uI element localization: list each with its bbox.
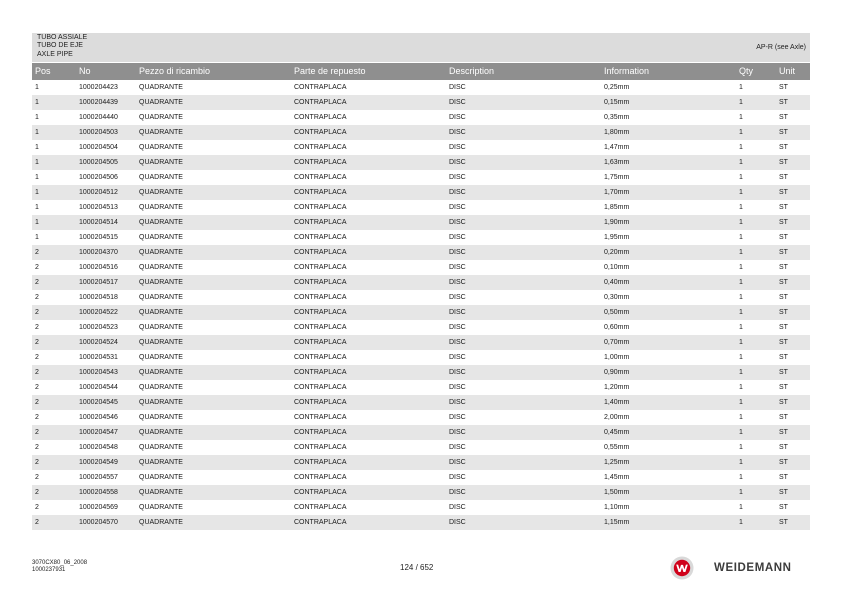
pos-cell: 2: [35, 309, 39, 316]
information-cell: 0,60mm: [604, 324, 630, 331]
information-cell: 1,00mm: [604, 354, 630, 361]
italian-name-cell: QUADRANTE: [139, 249, 183, 256]
italian-name-cell: QUADRANTE: [139, 219, 183, 226]
spanish-name-cell: CONTRAPLACA: [294, 189, 347, 196]
table-row: [32, 140, 810, 155]
information-cell: 0,35mm: [604, 114, 630, 121]
spanish-name-cell: CONTRAPLACA: [294, 249, 347, 256]
quantity-cell: 1: [739, 114, 743, 121]
quantity-cell: 1: [739, 324, 743, 331]
description-cell: DISC: [449, 99, 466, 106]
title-line-english: AXLE PIPE: [37, 50, 73, 58]
italian-name-cell: QUADRANTE: [139, 444, 183, 451]
document-code-line: 3070CX80_06_2008: [32, 560, 88, 566]
part-number-cell: 1000204504: [79, 144, 118, 151]
column-header-parte: Parte de repuesto: [294, 66, 366, 76]
spanish-name-cell: CONTRAPLACA: [294, 459, 347, 466]
information-cell: 0,90mm: [604, 369, 630, 376]
description-cell: DISC: [449, 249, 466, 256]
table-row: [32, 200, 810, 215]
pos-cell: 2: [35, 324, 39, 331]
pos-cell: 1: [35, 174, 39, 181]
quantity-cell: 1: [739, 99, 743, 106]
part-number-cell: 1000204531: [79, 354, 118, 361]
pos-cell: 1: [35, 144, 39, 151]
table-row: [32, 305, 810, 320]
spanish-name-cell: CONTRAPLACA: [294, 84, 347, 91]
pos-cell: 1: [35, 99, 39, 106]
quantity-cell: 1: [739, 504, 743, 511]
column-header-information: Information: [604, 66, 650, 76]
spanish-name-cell: CONTRAPLACA: [294, 444, 347, 451]
information-cell: 1,40mm: [604, 399, 630, 406]
description-cell: DISC: [449, 204, 466, 211]
table-row: [32, 110, 810, 125]
description-cell: DISC: [449, 339, 466, 346]
spanish-name-cell: CONTRAPLACA: [294, 414, 347, 421]
description-cell: DISC: [449, 219, 466, 226]
unit-cell: ST: [779, 399, 788, 406]
description-cell: DISC: [449, 264, 466, 271]
pos-cell: 2: [35, 504, 39, 511]
description-cell: DISC: [449, 114, 466, 121]
quantity-cell: 1: [739, 429, 743, 436]
part-number-cell: 1000204570: [79, 519, 118, 526]
italian-name-cell: QUADRANTE: [139, 309, 183, 316]
part-number-cell: 1000204517: [79, 279, 118, 286]
information-cell: 0,15mm: [604, 99, 630, 106]
description-cell: DISC: [449, 429, 466, 436]
unit-cell: ST: [779, 519, 788, 526]
quantity-cell: 1: [739, 294, 743, 301]
pos-cell: 1: [35, 159, 39, 166]
part-number-cell: 1000204516: [79, 264, 118, 271]
pos-cell: 1: [35, 234, 39, 241]
italian-name-cell: QUADRANTE: [139, 519, 183, 526]
part-number-cell: 1000204512: [79, 189, 118, 196]
pos-cell: 2: [35, 519, 39, 526]
information-cell: 2,00mm: [604, 414, 630, 421]
table-body: [32, 80, 810, 530]
unit-cell: ST: [779, 249, 788, 256]
information-cell: 1,75mm: [604, 174, 630, 181]
description-cell: DISC: [449, 309, 466, 316]
table-row: [32, 320, 810, 335]
information-cell: 0,70mm: [604, 339, 630, 346]
pos-cell: 1: [35, 219, 39, 226]
information-cell: 1,95mm: [604, 234, 630, 241]
part-number-cell: 1000204547: [79, 429, 118, 436]
part-number-cell: 1000204557: [79, 474, 118, 481]
quantity-cell: 1: [739, 159, 743, 166]
pos-cell: 2: [35, 429, 39, 436]
information-cell: 0,25mm: [604, 84, 630, 91]
pos-cell: 2: [35, 459, 39, 466]
pos-cell: 2: [35, 264, 39, 271]
italian-name-cell: QUADRANTE: [139, 504, 183, 511]
italian-name-cell: QUADRANTE: [139, 279, 183, 286]
pos-cell: 2: [35, 249, 39, 256]
spanish-name-cell: CONTRAPLACA: [294, 144, 347, 151]
table-row: [32, 155, 810, 170]
quantity-cell: 1: [739, 399, 743, 406]
quantity-cell: 1: [739, 129, 743, 136]
description-cell: DISC: [449, 279, 466, 286]
table-row: [32, 485, 810, 500]
spanish-name-cell: CONTRAPLACA: [294, 324, 347, 331]
description-cell: DISC: [449, 324, 466, 331]
pos-cell: 2: [35, 339, 39, 346]
quantity-cell: 1: [739, 264, 743, 271]
description-cell: DISC: [449, 474, 466, 481]
italian-name-cell: QUADRANTE: [139, 294, 183, 301]
spanish-name-cell: CONTRAPLACA: [294, 264, 347, 271]
italian-name-cell: QUADRANTE: [139, 264, 183, 271]
quantity-cell: 1: [739, 309, 743, 316]
italian-name-cell: QUADRANTE: [139, 84, 183, 91]
information-cell: 0,50mm: [604, 309, 630, 316]
pos-cell: 2: [35, 279, 39, 286]
pos-cell: 2: [35, 294, 39, 301]
part-number-cell: 1000204569: [79, 504, 118, 511]
part-number-cell: 1000204522: [79, 309, 118, 316]
part-number-cell: 1000204423: [79, 84, 118, 91]
unit-cell: ST: [779, 384, 788, 391]
unit-cell: ST: [779, 264, 788, 271]
unit-cell: ST: [779, 369, 788, 376]
description-cell: DISC: [449, 384, 466, 391]
unit-cell: ST: [779, 489, 788, 496]
description-cell: DISC: [449, 489, 466, 496]
italian-name-cell: QUADRANTE: [139, 114, 183, 121]
table-row: [32, 515, 810, 530]
unit-cell: ST: [779, 84, 788, 91]
part-number-cell: 1000204439: [79, 99, 118, 106]
table-row: [32, 365, 810, 380]
quantity-cell: 1: [739, 234, 743, 241]
unit-cell: ST: [779, 474, 788, 481]
italian-name-cell: QUADRANTE: [139, 384, 183, 391]
quantity-cell: 1: [739, 249, 743, 256]
quantity-cell: 1: [739, 354, 743, 361]
unit-cell: ST: [779, 459, 788, 466]
spanish-name-cell: CONTRAPLACA: [294, 369, 347, 376]
part-number-cell: 1000204440: [79, 114, 118, 121]
spanish-name-cell: CONTRAPLACA: [294, 519, 347, 526]
spanish-name-cell: CONTRAPLACA: [294, 279, 347, 286]
spanish-name-cell: CONTRAPLACA: [294, 219, 347, 226]
column-header-qty: Qty: [739, 66, 754, 76]
quantity-cell: 1: [739, 279, 743, 286]
part-number-cell: 1000204544: [79, 384, 118, 391]
description-cell: DISC: [449, 414, 466, 421]
title-line-italian: TUBO ASSIALE: [37, 34, 88, 41]
unit-cell: ST: [779, 444, 788, 451]
part-number-cell: 1000204524: [79, 339, 118, 346]
pos-cell: 2: [35, 384, 39, 391]
italian-name-cell: QUADRANTE: [139, 399, 183, 406]
unit-cell: ST: [779, 219, 788, 226]
unit-cell: ST: [779, 204, 788, 211]
italian-name-cell: QUADRANTE: [139, 99, 183, 106]
pos-cell: 1: [35, 129, 39, 136]
spanish-name-cell: CONTRAPLACA: [294, 399, 347, 406]
part-number-cell: 1000204549: [79, 459, 118, 466]
information-cell: 1,15mm: [604, 519, 630, 526]
description-cell: DISC: [449, 504, 466, 511]
information-cell: 1,80mm: [604, 129, 630, 136]
italian-name-cell: QUADRANTE: [139, 324, 183, 331]
pos-cell: 1: [35, 189, 39, 196]
part-number-cell: 1000204370: [79, 249, 118, 256]
information-cell: 1,90mm: [604, 219, 630, 226]
table-row: [32, 380, 810, 395]
information-cell: 0,10mm: [604, 264, 630, 271]
table-row: [32, 260, 810, 275]
italian-name-cell: QUADRANTE: [139, 174, 183, 181]
unit-cell: ST: [779, 309, 788, 316]
brand-logo: [670, 556, 792, 580]
part-number-cell: 1000204506: [79, 174, 118, 181]
table-row: [32, 335, 810, 350]
unit-cell: ST: [779, 114, 788, 121]
information-cell: 1,25mm: [604, 459, 630, 466]
information-cell: 0,55mm: [604, 444, 630, 451]
information-cell: 1,50mm: [604, 489, 630, 496]
spanish-name-cell: CONTRAPLACA: [294, 174, 347, 181]
column-header-description: Description: [449, 66, 495, 76]
table-row: [32, 395, 810, 410]
table-row: [32, 215, 810, 230]
quantity-cell: 1: [739, 144, 743, 151]
table-row: [32, 290, 810, 305]
pos-cell: 1: [35, 204, 39, 211]
pos-cell: 2: [35, 399, 39, 406]
quantity-cell: 1: [739, 204, 743, 211]
pos-cell: 2: [35, 369, 39, 376]
spanish-name-cell: CONTRAPLACA: [294, 339, 347, 346]
part-number-cell: 1000204548: [79, 444, 118, 451]
information-cell: 0,45mm: [604, 429, 630, 436]
spanish-name-cell: CONTRAPLACA: [294, 474, 347, 481]
information-cell: 0,20mm: [604, 249, 630, 256]
spanish-name-cell: CONTRAPLACA: [294, 504, 347, 511]
spanish-name-cell: CONTRAPLACA: [294, 309, 347, 316]
italian-name-cell: QUADRANTE: [139, 474, 183, 481]
spanish-name-cell: CONTRAPLACA: [294, 114, 347, 121]
table-row: [32, 230, 810, 245]
table-row: [32, 245, 810, 260]
italian-name-cell: QUADRANTE: [139, 234, 183, 241]
part-number-cell: 1000204515: [79, 234, 118, 241]
spanish-name-cell: CONTRAPLACA: [294, 204, 347, 211]
quantity-cell: 1: [739, 414, 743, 421]
part-number-cell: 1000204505: [79, 159, 118, 166]
italian-name-cell: QUADRANTE: [139, 414, 183, 421]
brand-name: WEIDEMANN: [714, 562, 792, 574]
description-cell: DISC: [449, 369, 466, 376]
italian-name-cell: QUADRANTE: [139, 144, 183, 151]
unit-cell: ST: [779, 99, 788, 106]
description-cell: DISC: [449, 459, 466, 466]
table-row: [32, 350, 810, 365]
column-header-unit: Unit: [779, 66, 796, 76]
table-header: [32, 63, 810, 80]
table-row: [32, 440, 810, 455]
pos-cell: 2: [35, 474, 39, 481]
table-row: [32, 125, 810, 140]
title-line-spanish: TUBO DE EJE: [37, 42, 83, 50]
unit-cell: ST: [779, 294, 788, 301]
quantity-cell: 1: [739, 219, 743, 226]
part-number-cell: 1000204518: [79, 294, 118, 301]
quantity-cell: 1: [739, 189, 743, 196]
quantity-cell: 1: [739, 339, 743, 346]
table-row: [32, 170, 810, 185]
part-number-cell: 1000204558: [79, 489, 118, 496]
spanish-name-cell: CONTRAPLACA: [294, 354, 347, 361]
spanish-name-cell: CONTRAPLACA: [294, 234, 347, 241]
table-row: [32, 410, 810, 425]
assembly-reference: AP-R (see Axle): [756, 44, 806, 51]
unit-cell: ST: [779, 129, 788, 136]
description-cell: DISC: [449, 519, 466, 526]
description-cell: DISC: [449, 144, 466, 151]
document-number-line: 1000237931: [32, 566, 66, 573]
quantity-cell: 1: [739, 84, 743, 91]
unit-cell: ST: [779, 144, 788, 151]
document-code: [32, 560, 87, 573]
quantity-cell: 1: [739, 174, 743, 181]
information-cell: 1,45mm: [604, 474, 630, 481]
italian-name-cell: QUADRANTE: [139, 129, 183, 136]
information-cell: 1,10mm: [604, 504, 630, 511]
pos-cell: 2: [35, 414, 39, 421]
information-cell: 0,30mm: [604, 294, 630, 301]
part-number-cell: 1000204514: [79, 219, 118, 226]
information-cell: 1,47mm: [604, 144, 630, 151]
table-row: [32, 80, 810, 95]
information-cell: 1,20mm: [604, 384, 630, 391]
unit-cell: ST: [779, 429, 788, 436]
spanish-name-cell: CONTRAPLACA: [294, 489, 347, 496]
pos-cell: 2: [35, 354, 39, 361]
unit-cell: ST: [779, 504, 788, 511]
column-header-pezzo: Pezzo di ricambio: [139, 66, 211, 76]
quantity-cell: 1: [739, 459, 743, 466]
italian-name-cell: QUADRANTE: [139, 159, 183, 166]
spanish-name-cell: CONTRAPLACA: [294, 99, 347, 106]
section-title: [37, 34, 87, 59]
information-cell: 1,85mm: [604, 204, 630, 211]
unit-cell: ST: [779, 414, 788, 421]
italian-name-cell: QUADRANTE: [139, 489, 183, 496]
unit-cell: ST: [779, 279, 788, 286]
spanish-name-cell: CONTRAPLACA: [294, 384, 347, 391]
pos-cell: 2: [35, 489, 39, 496]
spanish-name-cell: CONTRAPLACA: [294, 159, 347, 166]
part-number-cell: 1000204503: [79, 129, 118, 136]
table-row: [32, 455, 810, 470]
pos-cell: 2: [35, 444, 39, 451]
italian-name-cell: QUADRANTE: [139, 429, 183, 436]
part-number-cell: 1000204546: [79, 414, 118, 421]
information-cell: 1,63mm: [604, 159, 630, 166]
pos-cell: 1: [35, 84, 39, 91]
column-header-no: No: [79, 66, 91, 76]
italian-name-cell: QUADRANTE: [139, 369, 183, 376]
italian-name-cell: QUADRANTE: [139, 339, 183, 346]
table-row: [32, 500, 810, 515]
unit-cell: ST: [779, 339, 788, 346]
page-number: 124 / 652: [400, 563, 434, 572]
table-row: [32, 95, 810, 110]
unit-cell: ST: [779, 354, 788, 361]
unit-cell: ST: [779, 174, 788, 181]
description-cell: DISC: [449, 129, 466, 136]
part-number-cell: 1000204543: [79, 369, 118, 376]
description-cell: DISC: [449, 159, 466, 166]
description-cell: DISC: [449, 354, 466, 361]
quantity-cell: 1: [739, 519, 743, 526]
description-cell: DISC: [449, 84, 466, 91]
italian-name-cell: QUADRANTE: [139, 459, 183, 466]
information-cell: 1,70mm: [604, 189, 630, 196]
description-cell: DISC: [449, 444, 466, 451]
quantity-cell: 1: [739, 474, 743, 481]
information-cell: 0,40mm: [604, 279, 630, 286]
italian-name-cell: QUADRANTE: [139, 354, 183, 361]
italian-name-cell: QUADRANTE: [139, 189, 183, 196]
parts-table: [32, 63, 810, 530]
unit-cell: ST: [779, 324, 788, 331]
part-number-cell: 1000204545: [79, 399, 118, 406]
spanish-name-cell: CONTRAPLACA: [294, 129, 347, 136]
table-row: [32, 425, 810, 440]
quantity-cell: 1: [739, 489, 743, 496]
description-cell: DISC: [449, 294, 466, 301]
description-cell: DISC: [449, 189, 466, 196]
unit-cell: ST: [779, 159, 788, 166]
description-cell: DISC: [449, 234, 466, 241]
spanish-name-cell: CONTRAPLACA: [294, 294, 347, 301]
pos-cell: 1: [35, 114, 39, 121]
table-row: [32, 470, 810, 485]
spanish-name-cell: CONTRAPLACA: [294, 429, 347, 436]
quantity-cell: 1: [739, 384, 743, 391]
italian-name-cell: QUADRANTE: [139, 204, 183, 211]
column-header-pos: Pos: [35, 66, 51, 76]
weidemann-logo-icon: [670, 556, 694, 580]
part-number-cell: 1000204523: [79, 324, 118, 331]
quantity-cell: 1: [739, 369, 743, 376]
part-number-cell: 1000204513: [79, 204, 118, 211]
page-header: [32, 33, 810, 62]
description-cell: DISC: [449, 174, 466, 181]
table-row: [32, 275, 810, 290]
unit-cell: ST: [779, 234, 788, 241]
quantity-cell: 1: [739, 444, 743, 451]
table-row: [32, 185, 810, 200]
description-cell: DISC: [449, 399, 466, 406]
unit-cell: ST: [779, 189, 788, 196]
